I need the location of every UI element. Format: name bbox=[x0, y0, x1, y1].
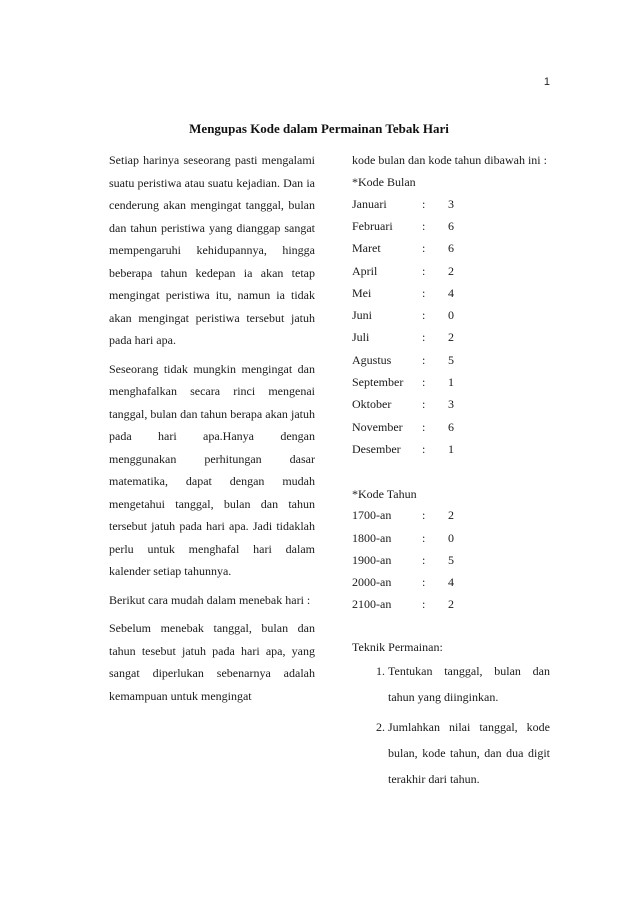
kode-bulan-label: *Kode Bulan bbox=[352, 175, 416, 189]
table-row bbox=[352, 416, 454, 438]
code-name: 1800-an bbox=[352, 530, 392, 545]
paragraph-intro: Setiap harinya seseorang pasti mengalami suatu peristiwa atau suatu kejadian. Dan ia cenderung akan mengingat tanggal, bulan dan tahun peristiwa yang dianggap sangat mempengaruhi kehidupannya, hingga beberapa tahun kedepan ia akan tetap mengingat peristiwa itu, namun ia tidak akan mengingat peristiwa tersebut jatuh pada hari apa. bbox=[109, 153, 315, 347]
code-value: 5 bbox=[448, 352, 454, 367]
code-separator: : bbox=[422, 597, 426, 612]
code-separator: : bbox=[422, 330, 426, 345]
code-separator: : bbox=[422, 285, 426, 300]
code-value: 4 bbox=[448, 285, 454, 300]
paragraph-how-to: Berikut cara mudah dalam menebak hari : bbox=[109, 592, 311, 607]
code-separator: : bbox=[422, 552, 426, 567]
code-separator: : bbox=[422, 308, 426, 323]
code-value: 2 bbox=[448, 508, 454, 523]
code-name: 1900-an bbox=[352, 552, 392, 567]
paragraph-codes-intro: kode bulan dan kode tahun dibawah ini : bbox=[352, 153, 547, 167]
table-row bbox=[352, 371, 454, 393]
table-row bbox=[352, 193, 454, 215]
code-separator: : bbox=[422, 575, 426, 590]
code-value: 6 bbox=[448, 218, 454, 233]
code-value: 2 bbox=[448, 263, 454, 278]
table-row bbox=[352, 238, 454, 260]
left-column bbox=[109, 149, 315, 707]
table-row bbox=[352, 304, 454, 326]
code-separator: : bbox=[422, 419, 426, 434]
paragraph-mathematics: Seseorang tidak mungkin mengingat dan menghafalkan secara rinci mengenai tanggal, bulan dan tahun berapa akan jatuh pada hari apa.Hanya dengan menggunakan perhitungan dasar matematika, dapat dengan mudah mengetahui tanggal, bulan dan tahun tersebut jatuh pada hari apa. Jadi tidaklah perlu untuk menghafal hari dalam kalender setiap tahunnya. bbox=[109, 361, 315, 578]
code-value: 1 bbox=[448, 441, 454, 456]
table-row bbox=[352, 349, 454, 371]
code-value: 4 bbox=[448, 575, 454, 590]
table-row bbox=[352, 549, 454, 571]
paragraph-before-guessing: Sebelum menebak tanggal, bulan dan tahun tesebut jatuh pada hari apa, yang sangat diperlukan sebenarnya adalah kemampuan untuk mengingat bbox=[109, 621, 315, 703]
teknik-label: Teknik Permainan: bbox=[352, 640, 443, 655]
spacer bbox=[352, 616, 550, 628]
code-value: 3 bbox=[448, 196, 454, 211]
code-separator: : bbox=[422, 352, 426, 367]
code-separator: : bbox=[422, 218, 426, 233]
code-value: 1 bbox=[448, 375, 454, 390]
table-row bbox=[352, 282, 454, 304]
code-value: 0 bbox=[448, 530, 454, 545]
code-value: 2 bbox=[448, 330, 454, 345]
code-name: 2000-an bbox=[352, 575, 392, 590]
code-name: Juli bbox=[352, 330, 370, 345]
code-name: Desember bbox=[352, 441, 401, 456]
code-separator: : bbox=[422, 375, 426, 390]
code-name: 1700-an bbox=[352, 508, 392, 523]
table-row bbox=[352, 327, 454, 349]
code-name: Januari bbox=[352, 196, 387, 211]
code-value: 6 bbox=[448, 419, 454, 434]
code-name: Juni bbox=[352, 308, 373, 323]
code-separator: : bbox=[422, 441, 426, 456]
table-row bbox=[352, 594, 454, 616]
kode-tahun-table bbox=[352, 505, 454, 616]
code-separator: : bbox=[422, 263, 426, 278]
code-name: Maret bbox=[352, 241, 381, 256]
spacer bbox=[352, 461, 550, 483]
teknik-steps-list bbox=[352, 658, 550, 792]
code-separator: : bbox=[422, 397, 426, 412]
code-separator: : bbox=[422, 508, 426, 523]
table-row bbox=[352, 438, 454, 460]
code-value: 0 bbox=[448, 308, 454, 323]
table-row bbox=[352, 527, 454, 549]
code-name: Mei bbox=[352, 285, 372, 300]
code-name: Oktober bbox=[352, 397, 392, 412]
table-row bbox=[352, 260, 454, 282]
table-row bbox=[352, 394, 454, 416]
document-title: Mengupas Kode dalam Permainan Tebak Hari bbox=[189, 121, 449, 136]
code-name: April bbox=[352, 263, 378, 278]
code-name: Februari bbox=[352, 218, 393, 233]
code-value: 3 bbox=[448, 397, 454, 412]
kode-tahun-label: *Kode Tahun bbox=[352, 486, 417, 501]
right-column bbox=[352, 149, 550, 796]
table-row bbox=[352, 215, 454, 237]
code-name: September bbox=[352, 375, 404, 390]
code-name: November bbox=[352, 419, 403, 434]
code-value: 6 bbox=[448, 241, 454, 256]
code-name: Agustus bbox=[352, 352, 392, 367]
list-item: 2. Jumlahkan nilai tanggal, kode bulan, kode tahun, dan dua digit terakhir dari tahun. bbox=[388, 714, 550, 792]
kode-bulan-table bbox=[352, 193, 454, 461]
page-number: 1 bbox=[543, 76, 550, 88]
list-item: 1. Tentukan tanggal, bulan dan tahun yang diinginkan. bbox=[388, 658, 550, 710]
table-row bbox=[352, 571, 454, 593]
code-name: 2100-an bbox=[352, 597, 392, 612]
code-value: 2 bbox=[448, 597, 454, 612]
code-value: 5 bbox=[448, 552, 454, 567]
code-separator: : bbox=[422, 241, 426, 256]
table-row bbox=[352, 505, 454, 527]
code-separator: : bbox=[422, 196, 426, 211]
code-separator: : bbox=[422, 530, 426, 545]
